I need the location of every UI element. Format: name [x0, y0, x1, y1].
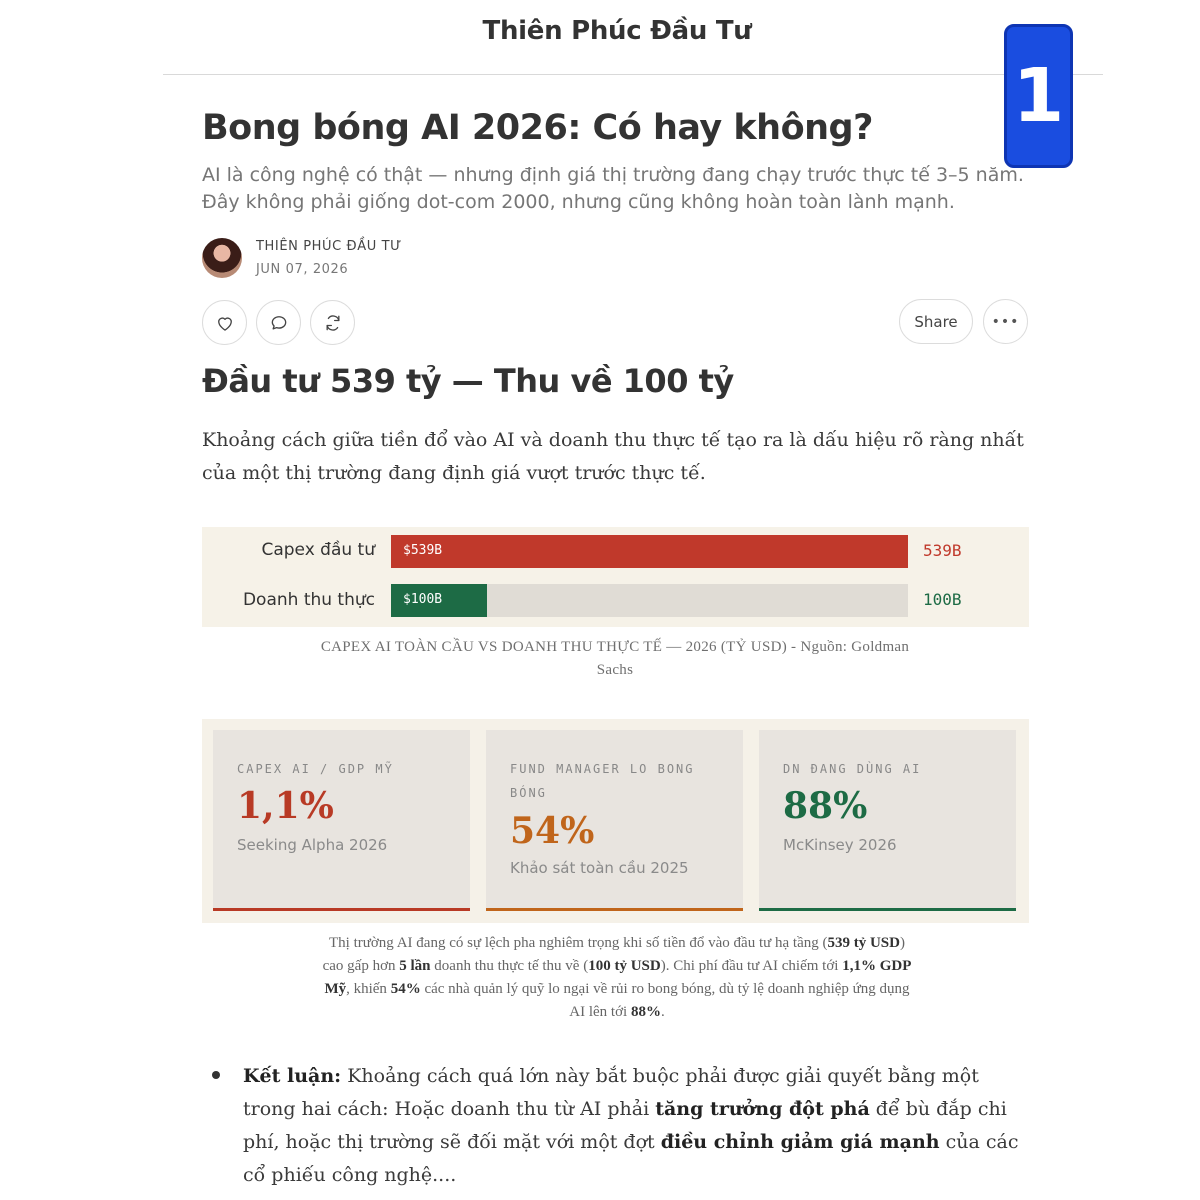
stat-card — [759, 730, 1016, 911]
post-date: JUN 07, 2026 — [256, 262, 349, 277]
stat-accent-bar — [213, 908, 470, 911]
header-divider — [163, 74, 1103, 75]
stat-accent-bar — [486, 908, 743, 911]
bar-track — [391, 584, 908, 617]
site-title[interactable]: Thiên Phúc Đầu Tư — [482, 16, 752, 46]
stat-label: CAPEX AI / GDP MỸ — [237, 762, 394, 776]
stat-value: 54% — [510, 810, 595, 852]
bar-track — [391, 535, 908, 568]
author-avatar[interactable] — [202, 238, 242, 278]
author-name[interactable]: THIÊN PHÚC ĐẦU TƯ — [256, 239, 402, 254]
article-subtitle: AI là công nghệ có thật — nhưng định giá thị trường đang chạy trước thực tế 3–5 năm. Đây không phải giống dot-com 2000, nhưng cũng không hoàn toàn lành mạnh. — [202, 164, 1024, 213]
bar-value-label: 100B — [923, 590, 962, 609]
bar-value-label: 539B — [923, 541, 962, 560]
comment-button[interactable] — [256, 300, 301, 345]
chart-caption: CAPEX AI TOÀN CẦU VS DOANH THU THỰC TẾ — 2026 (TỶ USD) - Nguồn: Goldman Sachs — [320, 639, 910, 678]
restack-button[interactable] — [310, 300, 355, 345]
article-title: Bong bóng AI 2026: Có hay không? — [202, 108, 873, 148]
stat-value: 88% — [783, 785, 868, 827]
stat-accent-bar — [759, 908, 1016, 911]
share-button[interactable]: Share — [899, 299, 973, 344]
stat-label: FUND MANAGER LO BONG BÓNG — [510, 762, 695, 800]
comment-icon — [269, 313, 289, 333]
bar-revenue — [391, 584, 487, 617]
stat-source: McKinsey 2026 — [783, 836, 897, 854]
conclusion-paragraph: Kết luận: Khoảng cách quá lớn này bắt buộc phải được giải quyết bằng một trong hai cách: Hoặc doanh thu từ AI phải tăng trưởng đột phá để bù đắp chi phí, hoặc thị trường sẽ đối mặt với một đợt điều chỉnh giảm giá mạnh của các cổ phiếu công nghệ.... — [243, 1065, 1019, 1186]
bar-inner-label: $100B — [403, 592, 443, 607]
page-number-badge: 1 — [1004, 24, 1073, 168]
section-heading: Đầu tư 539 tỷ — Thu về 100 tỷ — [202, 362, 734, 400]
stat-source: Khảo sát toàn cầu 2025 — [510, 859, 689, 877]
stats-caption: Thị trường AI đang có sự lệch pha nghiêm trọng khi số tiền đổ vào đầu tư hạ tầng (539 tỷ USD) cao gấp hơn 5 lần doanh thu thực tế thu về (100 tỷ USD). Chi phí đầu tư AI chiếm tới 1,1% GDP Mỹ, khiến 54% các nhà quản lý quỹ lo ngại về rủi ro bong bóng, dù tỷ lệ doanh nghiệp ứng dụng AI lên tới 88%. — [322, 935, 912, 1020]
bullet-dot — [212, 1071, 220, 1079]
stat-card — [486, 730, 743, 911]
bar-category-label: Doanh thu thực — [242, 590, 375, 610]
more-options-button[interactable]: ••• — [983, 299, 1028, 344]
stat-label: DN ĐANG DÙNG AI — [783, 762, 922, 776]
bar-inner-label: $539B — [403, 543, 443, 558]
stat-source: Seeking Alpha 2026 — [237, 836, 388, 854]
intro-paragraph: Khoảng cách giữa tiền đổ vào AI và doanh thu thực tế tạo ra là dấu hiệu rõ ràng nhất của một thị trường đang định giá vượt trước thực tế. — [202, 429, 1024, 484]
bar-capex — [391, 535, 908, 568]
heart-icon — [215, 313, 235, 333]
like-button[interactable] — [202, 300, 247, 345]
bar-category-label: Capex đầu tư — [261, 540, 375, 560]
restack-icon — [323, 313, 343, 333]
stat-card — [213, 730, 470, 911]
stat-value: 1,1% — [237, 785, 334, 827]
